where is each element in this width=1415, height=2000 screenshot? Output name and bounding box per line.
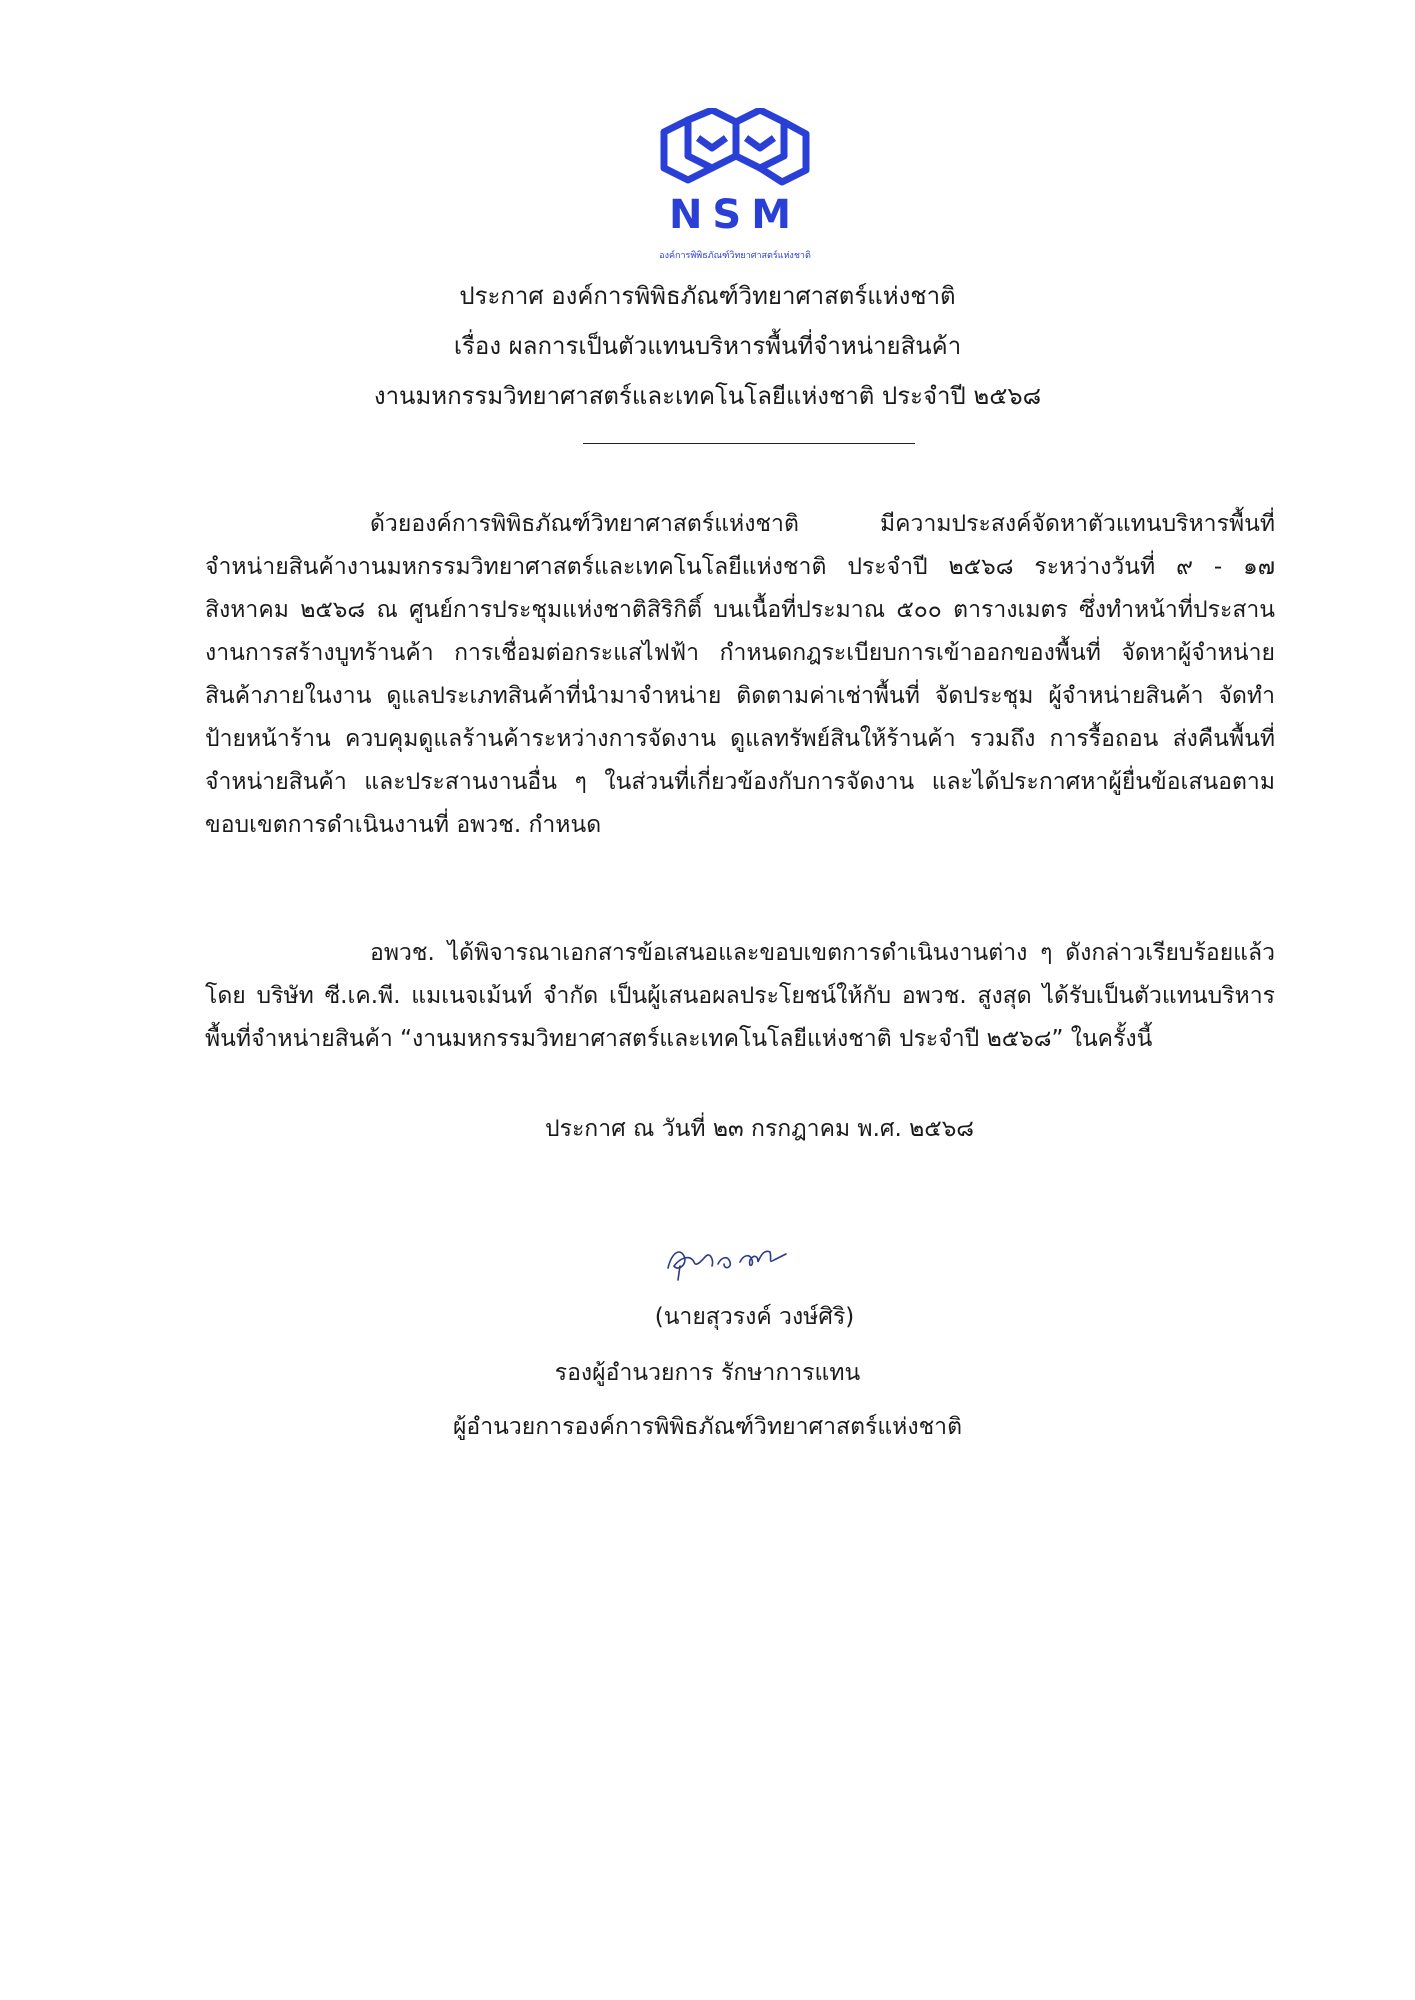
body-paragraph-1: ด้วยองค์การพิพิธภัณฑ์วิทยาศาสตร์แห่งชาติ มีความประสงค์จัดหาตัวแทนบริหารพื้นที่จำหน่ายสินค้างานมหกรรมวิทยาศาสตร์และเทคโนโลยีแห่งชาติ ประจำปี ๒๕๖๘ ระหว่างวันที่ ๙ - ๑๗ สิงหาคม ๒๕๖๘ ณ ศูนย์การประชุมแห่งชาติสิริกิติ์ บนเนื้อที่ประมาณ ๕๐๐ ตารางเมตร ซึ่งทำหน้าที่ประสานงานการสร้างบูทร้านค้า การเชื่อมต่อกระแสไฟฟ้า กำหนดกฎระเบียบการเข้าออกของพื้นที่ จัดหาผู้จำหน่ายสินค้าภายในงาน ดูแลประเภทสินค้าที่นำมาจำหน่าย ติดตามค่าเช่าพื้นที่ จัดประชุม ผู้จำหน่ายสินค้า จัดทำป้ายหน้าร้าน ควบคุมดูแลร้านค้าระหว่างการจัดงาน ดูแลทรัพย์สินให้ร้านค้า รวมถึง การรื้อถอน ส่งคืนพื้นที่จำหน่ายสินค้า และประสานงานอื่น ๆ ในส่วนที่เกี่ยวข้องกับการจัดงาน และได้ประกาศหาผู้ยื่นข้อเสนอตามขอบเขตการดำเนินงานที่ อพวช. กำหนด — [205, 511, 1275, 838]
logo-tagline: องค์การพิพิธภัณฑ์วิทยาศาสตร์แห่งชาติ — [659, 251, 811, 261]
announcement-event: งานมหกรรมวิทยาศาสตร์และเทคโนโลยีแห่งชาติ ประจำปี ๒๕๖๘ — [373, 382, 1042, 410]
announcement-date: ประกาศ ณ วันที่ ๒๓ กรกฎาคม พ.ศ. ๒๕๖๘ — [545, 1116, 975, 1142]
header-divider — [583, 443, 915, 444]
announcement-heading: ประกาศ องค์การพิพิธภัณฑ์วิทยาศาสตร์แห่งชาติ — [459, 282, 956, 310]
nsm-logo — [650, 108, 820, 261]
nsm-wordmark: NSM — [668, 192, 802, 238]
nsm-logo-mark — [650, 108, 820, 248]
body-paragraph-2: อพวช. ได้พิจารณาเอกสารข้อเสนอและขอบเขตการดำเนินงานต่าง ๆ ดังกล่าวเรียบร้อยแล้ว โดย บริษัท ซี.เค.พี. แมเนจเม้นท์ จำกัด เป็นผู้เสนอผลประโยชน์ให้กับ อพวช. สูงสุด ได้รับเป็นตัวแทนบริหารพื้นที่จำหน่ายสินค้า “งานมหกรรมวิทยาศาสตร์และเทคโนโลยีแห่งชาติ ประจำปี ๒๕๖๘” ในครั้งนี้ — [205, 940, 1275, 1052]
signatory-name: (นายสุวรงค์ วงษ์ศิริ) — [654, 1304, 855, 1330]
announcement-subject: เรื่อง ผลการเป็นตัวแทนบริหารพื้นที่จำหน่ายสินค้า — [453, 332, 962, 360]
handwritten-signature — [658, 1238, 798, 1282]
signatory-organization-title: ผู้อำนวยการองค์การพิพิธภัณฑ์วิทยาศาสตร์แห่งชาติ — [452, 1414, 963, 1440]
signatory-title: รองผู้อำนวยการ รักษาการแทน — [554, 1360, 861, 1386]
